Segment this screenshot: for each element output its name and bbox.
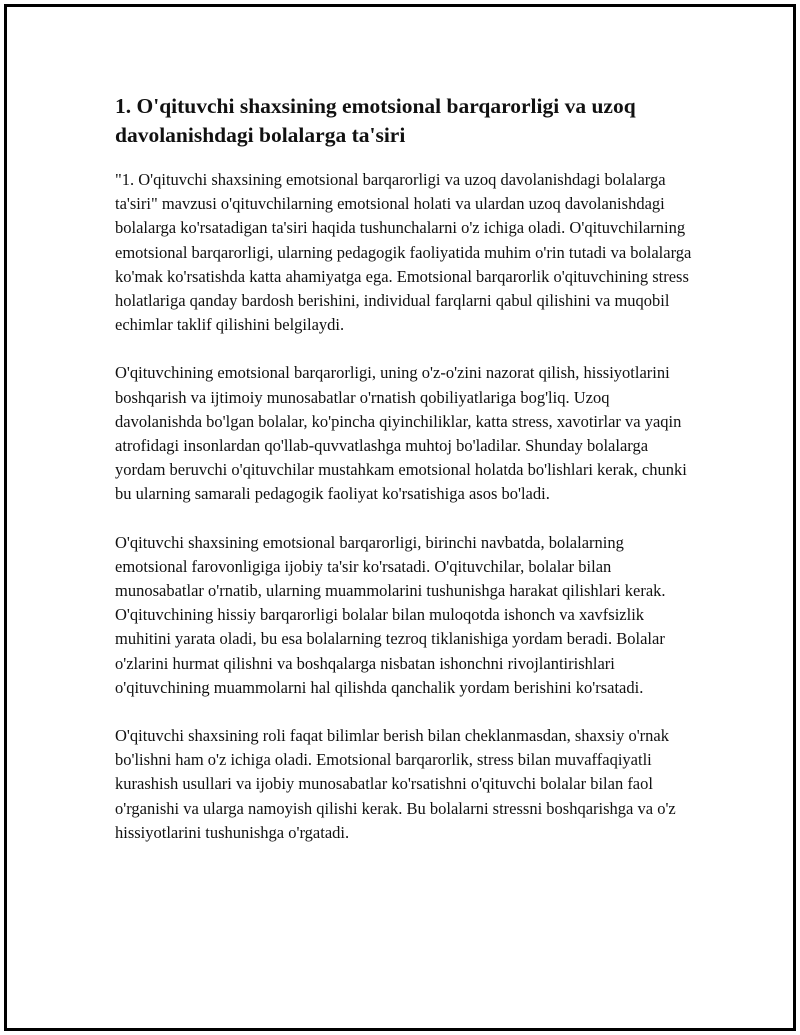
paragraph-3: O'qituvchi shaxsining emotsional barqarorligi, birinchi navbatda, bolalarning emotsional farovonligiga ijobiy ta'sir ko'rsatadi. O'qituvchilar, bolalar bilan munosabatlar o'rnatib, ularning muammolarini tushunishga harakat qilishlari kerak. O'qituvchining hissiy barqarorligi bolalar bilan muloqotda ishonch va xavfsizlik muhitini yarata oladi, bu esa bolalarning tezroq tiklanishiga yordam beradi. Bolalar o'zlarini hurmat qilishni va boshqalarga nisbatan ishonchni rivojlantirishlari o'qituvchining muammolarni hal qilishda qanchalik yordam berishini ko'rsatadi. bbox=[115, 532, 666, 697]
document-body bbox=[115, 92, 695, 869]
document-heading: 1. O'qituvchi shaxsining emotsional barqarorligi va uzoq davolanishdagi bolalarga ta'siri bbox=[115, 94, 636, 147]
paragraph-4: O'qituvchi shaxsining roli faqat bilimlar berish bilan cheklanmasdan, shaxsiy o'rnak bo'lishni ham o'z ichiga oladi. Emotsional barqarorlik, stress bilan muvaffaqiyatli kurashish usullari va ijobiy munosabatlar ko'rsatishni o'qituvchi bolalar bilan faol o'rganishi va ularga namoyish qilishi kerak. Bu bolalarni stressni boshqarishga va o'z hissiyotlarini tushunishga o'rgatadi. bbox=[115, 726, 676, 842]
paragraph-1: "1. O'qituvchi shaxsining emotsional barqarorligi va uzoq davolanishdagi bolalarga ta'siri" mavzusi o'qituvchilarning emotsional holati va ulardan uzoq davolanishdagi bolalarga ko'rsatadigan ta'siri haqida tushunchalarni o'z ichiga oladi. O'qituvchilarning emotsional barqarorligi, ularning pedagogik faoliyatida muhim o'rin tutadi va bolalarga ko'mak ko'rsatishda katta ahamiyatga ega. Emotsional barqarorlik o'qituvchining stress holatlariga qanday bardosh berishini, individual farqlarni qabul qilishini va muqobil echimlar taklif qilishini belgilaydi. bbox=[115, 170, 692, 335]
paragraph-2: O'qituvchining emotsional barqarorligi, uning o'z-o'zini nazorat qilish, hissiyotlarini boshqarish va ijtimoiy munosabatlar o'rnatish qobiliyatlariga bog'liq. Uzoq davolanishda bo'lgan bolalar, ko'pincha qiyinchiliklar, katta stress, xavotirlar va yaqin atrofidagi insonlardan qo'llab-quvvatlashga muhtoj bo'ladilar. Shunday bolalarga yordam beruvchi o'qituvchilar mustahkam emotsional holatda bo'lishlari kerak, chunki bu ularning samarali pedagogik faoliyat ko'rsatishiga asos bo'ladi. bbox=[115, 363, 687, 504]
